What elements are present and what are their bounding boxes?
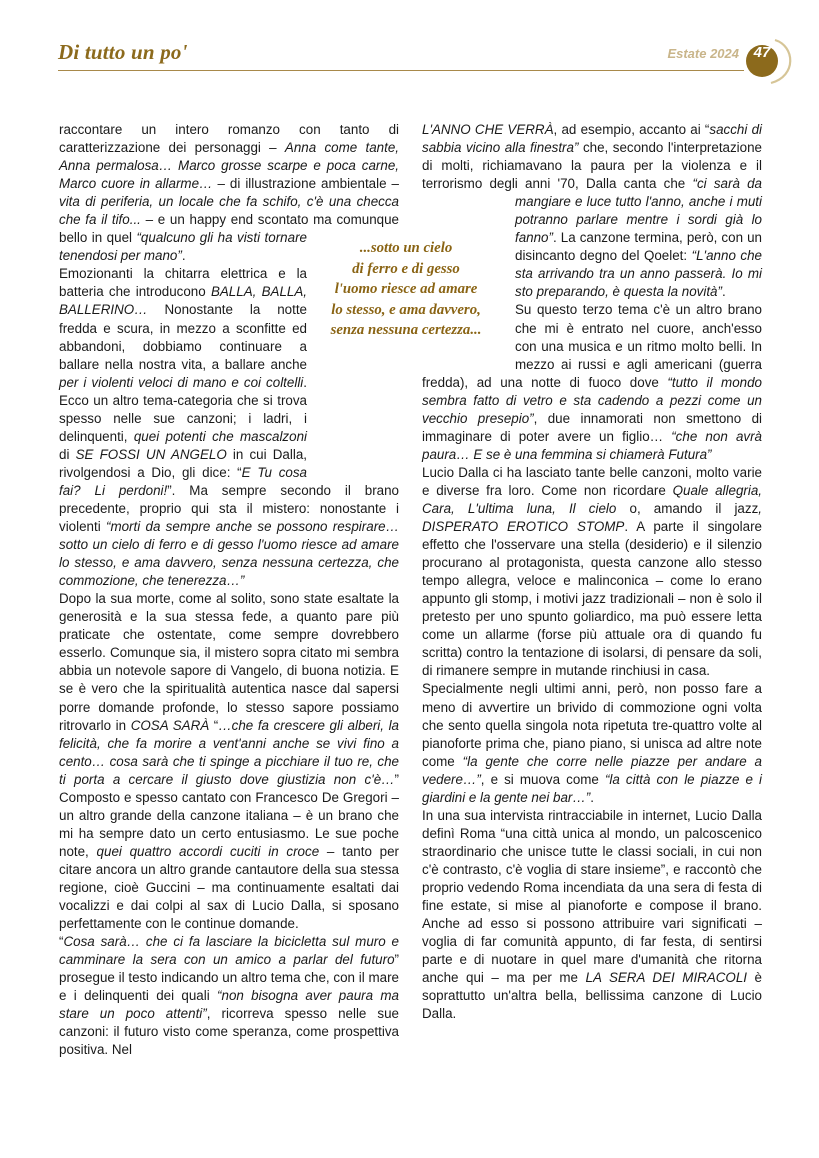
text-run: , ricorreva spesso nelle sue canzoni: il futuro visto come speranza, come prospettiva positiva. Nel	[59, 1006, 399, 1058]
text-run: – di illustrazione ambientale –	[212, 176, 399, 192]
pull-quote-line: senza nessuna certezza...	[330, 322, 482, 338]
pull-quote-line: lo stesso, e ama davvero,	[331, 301, 481, 318]
italic-text: , DISPERATO EROTICO STOMP	[422, 500, 762, 535]
italic-text: “che non avrà paura… E se è una femmina si chiamerà Futura”	[422, 428, 762, 462]
text-run: ” Composto e spesso cantato con Francesco De Gregori – un altro grande della canzone italiana – è un brano che mi ha sempre dato un certo entusiasmo. Le sue poche note,	[59, 771, 399, 859]
text-run: , due innamorati non smettono di immaginare di poter avere un figlio…	[422, 410, 762, 444]
text-run: Lucio Dalla ci ha lasciato tante belle canzoni, molto varie e diverse fra loro. Come non ricordare	[422, 464, 762, 498]
text-run: , ad esempio, accanto ai “	[553, 122, 710, 137]
italic-text: COSA SARÀ	[130, 717, 210, 733]
text-run: – tanto per citare ancora un altro grande cantautore della sua stessa regione, cioè Guccini – ma continuamente esaltati dai vocalizzi e dai colpi al sax di Lucio Dalla, si sposano perfettamente con le continue domande.	[59, 843, 399, 932]
paragraph	[422, 680, 762, 806]
italic-text: “la gente che corre nelle piazze per andare a vedere…”	[422, 753, 763, 787]
italic-text: “la città con le piazze e i giardini e la gente nei bar…”	[422, 771, 762, 805]
paragraph	[59, 590, 399, 933]
text-run: .	[181, 248, 186, 264]
italic-text: Cosa sarà… che ci fa lasciare la bicicletta sul muro e camminare la sera con un amico a parlar del futuro	[59, 934, 399, 968]
text-run: Emozionanti la chitarra elettrica e la batteria che introducono	[59, 266, 307, 300]
text-run: . La canzone termina, però, con un disincanto degno del Qoelet:	[515, 230, 762, 264]
pull-quote-line: di ferro e di gesso	[352, 260, 460, 277]
text-run: è soprattutto un'altra bella, bellissima canzone di Lucio Dalla.	[422, 970, 763, 1022]
text-run: Su questo terzo tema c'è un altro brano che mi è entrato nel cuore, anch'esso con una musica e un ritmo molto belli. In mezzo ai russi e agli americani (guerra fredda), ad una notte di fuoco dove	[422, 302, 762, 390]
page-header	[0, 0, 819, 100]
italic-text: vita di periferia, un locale che fa schifo, c'è una checca che fa il tifo...	[59, 194, 399, 228]
text-run: raccontare un intero romanzo con tanto di caratterizzazione dei personaggi –	[59, 122, 399, 156]
text-run: in cui Dalla, rivolgendosi a Dio, gli dice: “	[59, 446, 307, 480]
italic-text: …che fa crescere gli alberi, la felicità, che fa morire a vent'anni anche se vivi fino a cento… cosa sarà che ti spinge a picchiare il tuo re, che ti porta a cercare il giusto dove giustizia non c'è…	[59, 717, 400, 787]
paragraph	[422, 807, 762, 1024]
text-run: che, secondo l'interpretazione di molti, richiamavano la paura per la violenza e il terrorismo degli anni '70, Dalla canta che	[422, 140, 763, 192]
italic-text: “ci sarà da mangiare e luce tutto l'anno, anche i muti potranno parlare mentre i sordi già lo fanno”	[515, 176, 763, 246]
text-run: .	[590, 789, 594, 805]
text-run: “	[209, 717, 219, 733]
italic-text: “qualcuno gli ha visti tornare tenendosi per mano”	[59, 230, 307, 264]
italic-text: BALLA, BALLA, BALLERINO…	[59, 284, 307, 318]
pull-quote-line: ...sotto un cielo	[359, 240, 453, 256]
italic-text: quei potenti che mascalzoni	[133, 428, 307, 444]
italic-text: per i violenti veloci di mano e coi coltelli	[59, 374, 304, 390]
magazine-title: Di tutto un po'	[58, 40, 188, 64]
header-rule	[58, 70, 744, 71]
italic-text: LA SERA DEI MIRACOLI	[585, 970, 748, 986]
pull-quote	[306, 238, 506, 341]
text-run: ”. Ma sempre secondo il brano precedente, proprio qui sta il mistero: nonostante i violenti	[59, 482, 400, 535]
italic-text: “L'anno che sta arrivando tra un anno passerà. Io mi sto preparando, è questa la novità”	[515, 248, 762, 300]
text-run: ” prosegue il testo indicando un altro tema che, con il mare e i delinquenti dei quali	[59, 952, 399, 1004]
text-run: Nonostante la notte fredda e scura, in mezzo a sconfitte ed abbandoni, dobbiamo continuare a ballare nella nostra vita, a ballare anche	[59, 302, 307, 372]
issue-label: Estate 2024	[667, 46, 739, 61]
text-run: – e un happy end scontato ma comunque bello in quel	[59, 212, 399, 246]
text-run: . A parte il singolare effetto che l'osservare una stella (desiderio) e il silenzio procurano al protagonista, questa canzone allo stesso tempo allegra, veloce e malinconica – come lo erano appunto gli stomp, i motivi jazz tradizionali – non è solo il pretesto per uno spunto goliardico, ma può essere letta come un allarme (forse più attuale ora di quando fu scritta) contro la tentazione di isolarsi, di pensare da soli, di rimanere sempre in mutande rinchiusi in casa.	[422, 519, 762, 679]
text-run: o, amando il jazz	[616, 500, 759, 516]
pull-quote-line: l'uomo riesce ad amare	[334, 281, 478, 297]
italic-text: “tutto il mondo sembra fatto di vetro e sta cadendo a pezzi come un vecchio presepio”	[422, 374, 762, 426]
page-number: 47	[753, 44, 771, 61]
text-run: In una sua intervista rintracciabile in internet, Lucio Dalla definì Roma “una città unica al mondo, un palcoscenico straordinario che unisce tutte le classi sociali, in cui non c'è contrasto, c'è voglia di stare insieme”, e raccontò che proprio vedendo Roma incendiata da una sera di festa di fine estate, si mise al pianoforte e compose il brano. Anche ad esso si possono attribuire vari significati – voglia di far comunità appunto, di far festa, di sentirsi parte e di nuotare in quel mare d'umanità che ritorna anche qui – ma per me	[422, 807, 762, 986]
italic-text: SE FOSSI UN ANGELO	[75, 446, 227, 462]
italic-text: quei quattro accordi cuciti in croce	[96, 843, 320, 859]
italic-text: “non bisogna aver paura ma stare un poco attenti”	[59, 988, 399, 1022]
paragraph	[59, 933, 399, 1059]
italic-text: Anna come tante, Anna permalosa… Marco grosse scarpe e poca carne, Marco cuore in allarme…	[59, 140, 399, 192]
text-run: Specialmente negli ultimi anni, però, non posso fare a meno di avvertire un brivido di commozione ogni volta che sento quella singola nota ripetuta tre-quattro volte al pianoforte prima che, piano piano, si unisca ad altre note come	[422, 681, 762, 769]
italic-text: E Tu cosa fai? Li perdoni!	[59, 464, 307, 498]
text-run: “	[59, 934, 64, 950]
italic-text: Quale allegria, Cara, L'ultima luna, Il cielo	[422, 482, 762, 516]
text-run: , e si muova come	[480, 771, 605, 787]
italic-text: sacchi di sabbia vicino alla finestra”	[422, 122, 762, 156]
italic-text: L'ANNO CHE VERRÀ	[422, 122, 554, 137]
text-run: .	[721, 284, 726, 300]
text-run: di	[59, 446, 76, 462]
text-run: Dopo la sua morte, come al solito, sono state esaltate la generosità e la sua stessa fede, a quanto pare più praticate che ostentate, come sempre dovrebbero esserlo. Comunque sia, il mistero sopra citato mi sembra abbia un notevole sapore di Vangelo, di buona notizia. E se è vero che la spiritualità autentica nasce dal sapersi porre domande profonde, lo stesso sapore possiamo ritrovarlo in	[59, 591, 399, 733]
text-run: . Ecco un altro tema-categoria che si trova spesso nelle sue canzoni; i ladri, i delinquenti,	[59, 374, 307, 444]
paragraph	[422, 464, 762, 681]
italic-text: “morti da sempre anche se possono respirare… sotto un cielo di ferro e di gesso l'uomo riesce ad amare lo stesso, e ama davvero, senza nessuna certezza, che commozione, che tenerezza…”	[59, 519, 399, 589]
